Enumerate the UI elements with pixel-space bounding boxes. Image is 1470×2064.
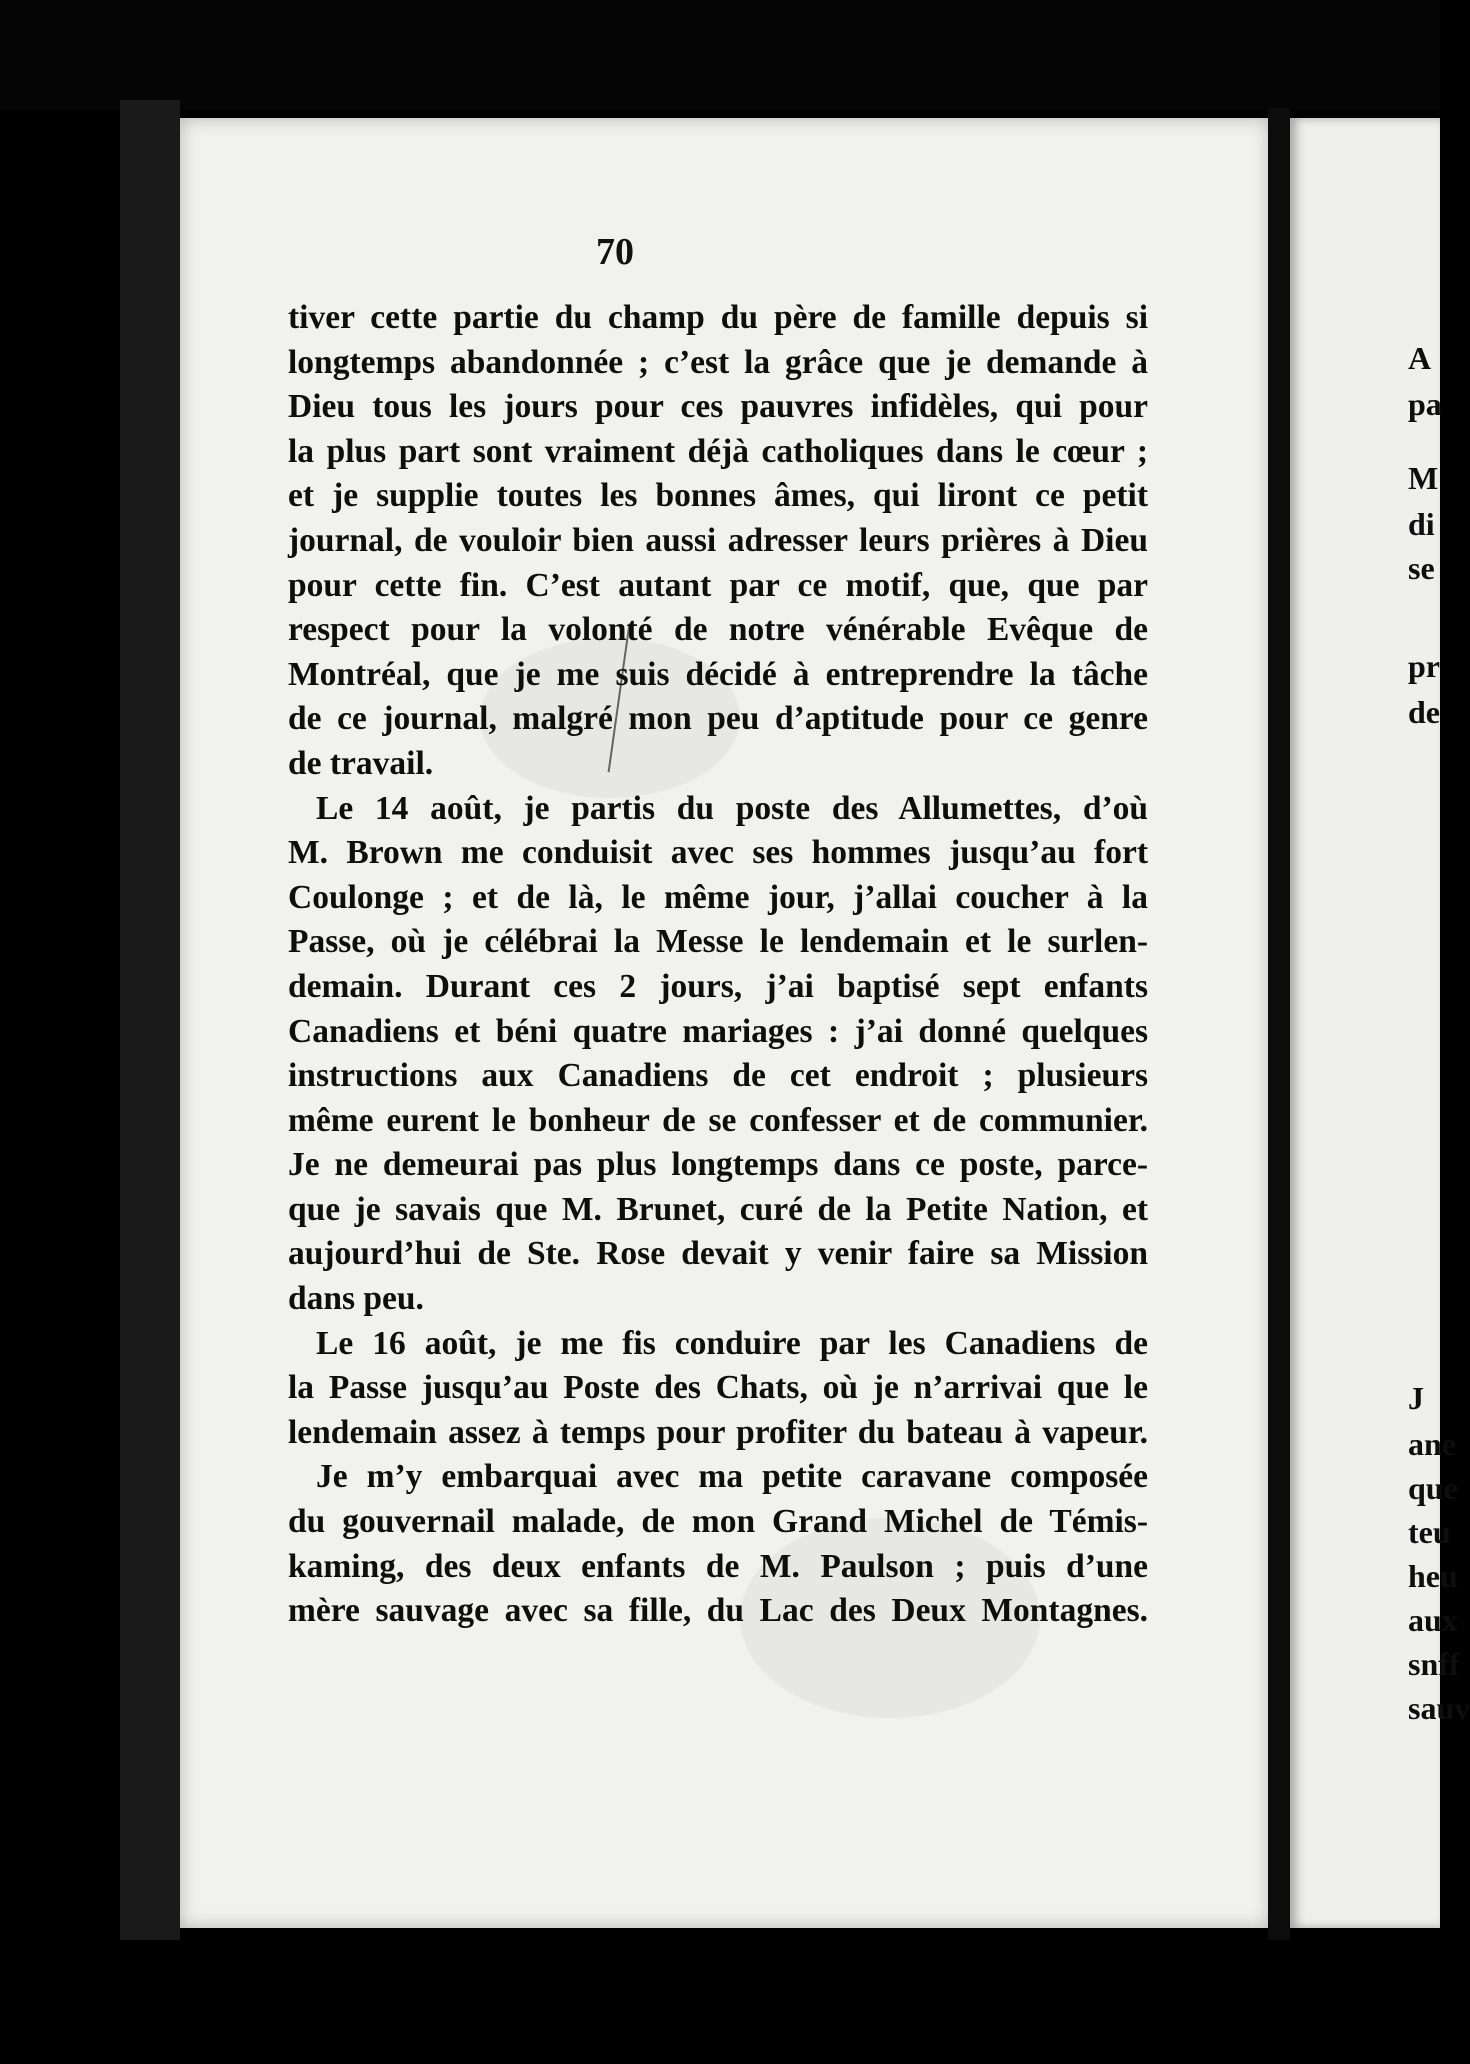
page-number: 70 <box>596 231 634 273</box>
text-line: tiver cette partie du champ du père de famille depuis si <box>288 299 1148 336</box>
text-line: Coulonge ; et de là, le même jour, j’allai coucher à la <box>288 878 1148 916</box>
text-line: et je supplie toutes les bonnes âmes, qui liront ce petit <box>288 477 1148 515</box>
text-line: la plus part sont vraiment déjà catholiques dans le cœur ; <box>288 432 1148 470</box>
facing-page-fragment: A <box>1408 340 1432 376</box>
text-line: Je m’y embarquai avec ma petite caravane composée <box>316 1458 1148 1496</box>
text-line: M. Brown me conduisit avec ses hommes jusqu’au fort <box>288 834 1148 872</box>
body-text <box>288 296 1148 1634</box>
left-page <box>180 118 1270 1928</box>
text-line: même eurent le bonheur de se confesser et de communier. <box>288 1101 1148 1139</box>
facing-page-fragment: snff <box>1408 1646 1460 1682</box>
text-line: Passe, où je célébrai la Messe le lendemain et le surlen- <box>288 923 1148 961</box>
facing-page-fragment: se <box>1408 550 1435 586</box>
text-line: instructions aux Canadiens de cet endroit ; plusieurs <box>288 1057 1148 1095</box>
text-line: lendemain assez à temps pour profiter du bateau à vapeur. <box>288 1413 1148 1451</box>
text-line: Canadiens et béni quatre mariages : j’ai donné quelques <box>288 1012 1148 1050</box>
facing-page-fragment: M <box>1408 460 1439 496</box>
facing-page-fragment: pa <box>1408 386 1442 422</box>
facing-page-fragment: sauv <box>1408 1690 1470 1726</box>
text-line: Je ne demeurai pas plus longtemps dans ce poste, parce- <box>288 1146 1148 1184</box>
text-line: journal, de vouloir bien aussi adresser leurs prières à Dieu <box>288 521 1148 559</box>
scan-bottom-border <box>0 1940 1440 2064</box>
facing-page-fragment: ane <box>1408 1426 1456 1462</box>
text-line: de travail. <box>288 744 434 782</box>
text-line: dans peu. <box>288 1280 424 1318</box>
facing-page-fragment: di <box>1408 506 1435 542</box>
facing-page-fragment: de <box>1408 694 1440 730</box>
text-line: aujourd’hui de Ste. Rose devait y venir faire sa Mission <box>288 1235 1148 1273</box>
text-line: pour cette fin. C’est autant par ce motif, que, que par <box>288 566 1148 604</box>
facing-page-fragment: aux <box>1408 1602 1458 1638</box>
text-line: Le 16 août, je me fis conduire par les Canadiens de <box>316 1324 1148 1362</box>
text-line: Montréal, que je me suis décidé à entreprendre la tâche <box>288 655 1148 693</box>
scan-top-border <box>0 0 1440 110</box>
text-line: Dieu tous les jours pour ces pauvres infidèles, qui pour <box>288 388 1148 426</box>
facing-page-fragment: que <box>1408 1470 1458 1506</box>
facing-page-fragment: J <box>1408 1380 1424 1416</box>
text-line: mère sauvage avec sa fille, du Lac des Deux Montagnes. <box>288 1592 1148 1630</box>
text-line: du gouvernail malade, de mon Grand Michel de Témis- <box>288 1503 1148 1541</box>
book-spine-edge <box>120 100 180 1940</box>
text-line: demain. Durant ces 2 jours, j’ai baptisé sept enfants <box>288 967 1148 1005</box>
text-line: que je savais que M. Brunet, curé de la Petite Nation, et <box>288 1190 1148 1228</box>
facing-page-fragment: teu <box>1408 1514 1451 1550</box>
text-line: de ce journal, malgré mon peu d’aptitude pour ce genre <box>288 700 1148 738</box>
facing-page <box>1290 118 1470 1928</box>
text-line: respect pour la volonté de notre vénérable Evêque de <box>288 611 1148 649</box>
text-line: la Passe jusqu’au Poste des Chats, où je n’arrivai que le <box>288 1369 1148 1407</box>
text-line: Le 14 août, je partis du poste des Allumettes, d’où <box>316 789 1148 827</box>
page-gutter <box>1268 108 1290 1948</box>
facing-page-fragment: heu <box>1408 1558 1458 1594</box>
text-line: kaming, des deux enfants de M. Paulson ; puis d’une <box>288 1547 1148 1585</box>
facing-page-fragment: pr <box>1408 648 1440 684</box>
text-line: longtemps abandonnée ; c’est la grâce que je demande à <box>288 343 1148 381</box>
